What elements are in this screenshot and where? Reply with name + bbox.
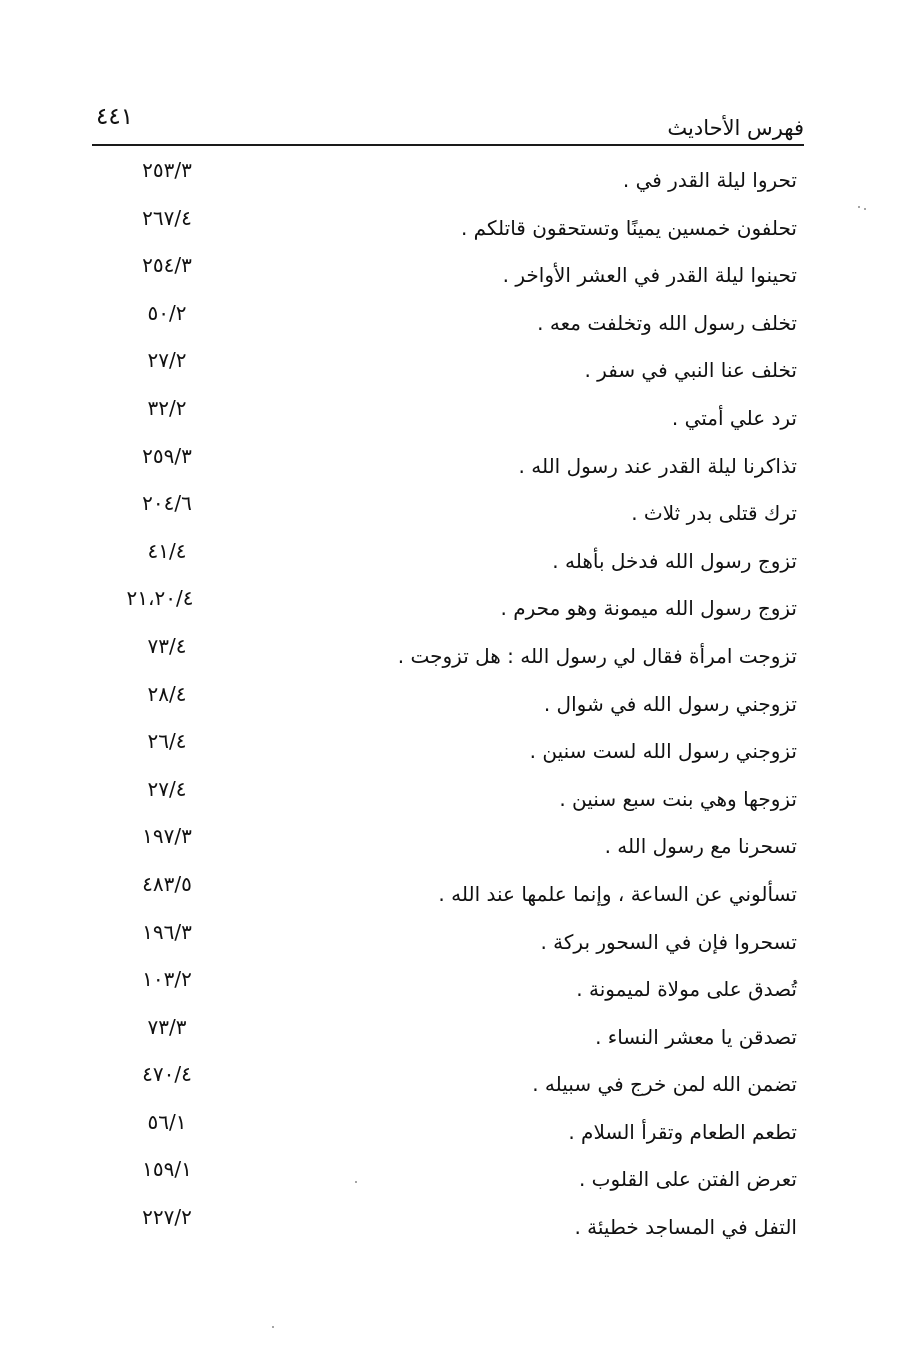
list-item xyxy=(0,535,897,583)
volume-page-ref: ٢٧/٤ xyxy=(147,776,187,801)
scan-speck xyxy=(858,206,860,208)
list-item xyxy=(0,249,897,297)
hadith-text: تزوجني رسول الله لست سنين . xyxy=(529,739,797,764)
list-item xyxy=(0,297,897,345)
list-item xyxy=(0,202,897,250)
volume-page-ref: ١٩٧/٣ xyxy=(142,824,192,849)
volume-page-ref: ٣٢/٢ xyxy=(147,395,187,420)
volume-page-ref: ٧٣/٣ xyxy=(147,1014,187,1039)
hadith-text: تحينوا ليلة القدر في العشر الأواخر . xyxy=(502,263,797,288)
volume-page-ref: ٧٣/٤ xyxy=(147,633,187,658)
list-item xyxy=(0,963,897,1011)
hadith-text: ترك قتلى بدر ثلاث . xyxy=(631,501,797,526)
volume-page-ref: ٢١،٢٠/٤ xyxy=(126,586,194,611)
list-item xyxy=(0,1201,897,1249)
hadith-text: تزوجني رسول الله في شوال . xyxy=(543,691,797,716)
volume-page-ref: ١٥٩/١ xyxy=(142,1157,192,1182)
hadith-text: تُصدق على مولاة لميمونة . xyxy=(576,977,797,1002)
list-item xyxy=(0,916,897,964)
volume-page-ref: ١٩٦/٣ xyxy=(142,919,192,944)
list-item xyxy=(0,1058,897,1106)
list-item xyxy=(0,582,897,630)
list-item xyxy=(0,773,897,821)
hadith-text: تسألوني عن الساعة ، وإنما علمها عند الله . xyxy=(438,881,797,906)
volume-page-ref: ٤١/٤ xyxy=(147,538,187,563)
volume-page-ref: ٢٦٧/٤ xyxy=(142,205,192,230)
scan-speck xyxy=(864,208,866,210)
list-item xyxy=(0,344,897,392)
list-item xyxy=(0,725,897,773)
hadith-text: تذاكرنا ليلة القدر عند رسول الله . xyxy=(518,453,797,478)
hadith-text: تحلفون خمسين يمينًا وتستحقون قاتلكم . xyxy=(460,215,797,240)
scan-speck xyxy=(272,1326,274,1328)
list-item xyxy=(0,820,897,868)
volume-page-ref: ٢٠٤/٦ xyxy=(142,491,192,516)
hadith-text: تزوج رسول الله فدخل بأهله . xyxy=(552,548,797,573)
list-item xyxy=(0,154,897,202)
hadith-text: تطعم الطعام وتقرأ السلام . xyxy=(568,1119,797,1144)
header-divider xyxy=(92,144,804,146)
hadith-text: تزوجها وهي بنت سبع سنين . xyxy=(559,786,797,811)
hadith-text: تصدقن يا معشر النساء . xyxy=(595,1024,797,1049)
volume-page-ref: ٢٨/٤ xyxy=(147,681,187,706)
hadith-text: تسحروا فإن في السحور بركة . xyxy=(540,929,797,954)
volume-page-ref: ٢٢٧/٢ xyxy=(142,1205,192,1230)
volume-page-ref: ٢٥٤/٣ xyxy=(142,253,192,278)
list-item xyxy=(0,630,897,678)
list-item xyxy=(0,392,897,440)
page-header xyxy=(92,104,804,144)
volume-page-ref: ٢٧/٢ xyxy=(147,348,187,373)
hadith-text: تزوجت امرأة فقال لي رسول الله : هل تزوجت . xyxy=(397,643,797,668)
volume-page-ref: ٥٠/٢ xyxy=(147,300,187,325)
hadith-text: تخلف رسول الله وتخلفت معه . xyxy=(537,310,797,335)
volume-page-ref: ٢٦/٤ xyxy=(147,729,187,754)
hadith-text: تعرض الفتن على القلوب . xyxy=(578,1167,797,1192)
volume-page-ref: ٥٦/١ xyxy=(147,1109,187,1134)
list-item xyxy=(0,1106,897,1154)
hadith-text: ترد علي أمتي . xyxy=(671,405,797,430)
list-item xyxy=(0,1153,897,1201)
page-number: ٤٤١ xyxy=(96,104,134,130)
hadith-text: تسحرنا مع رسول الله . xyxy=(604,834,797,859)
volume-page-ref: ٢٥٣/٣ xyxy=(142,158,192,182)
scan-speck xyxy=(355,1181,357,1183)
hadith-text: تحروا ليلة القدر في . xyxy=(622,168,797,192)
list-item xyxy=(0,868,897,916)
page-title: فهرس الأحاديث xyxy=(667,116,804,140)
hadith-text: تضمن الله لمن خرج في سبيله . xyxy=(532,1072,797,1097)
list-item xyxy=(0,440,897,488)
list-item xyxy=(0,1011,897,1059)
volume-page-ref: ٤٧٠/٤ xyxy=(142,1062,192,1087)
hadith-text: التفل في المساجد خطيئة . xyxy=(574,1215,797,1240)
volume-page-ref: ٤٨٣/٥ xyxy=(142,871,192,896)
list-item xyxy=(0,487,897,535)
hadith-index-list xyxy=(0,154,897,1249)
hadith-text: تزوج رسول الله ميمونة وهو محرم . xyxy=(500,596,797,621)
volume-page-ref: ١٠٣/٢ xyxy=(142,967,192,992)
hadith-text: تخلف عنا النبي في سفر . xyxy=(584,358,797,383)
list-item xyxy=(0,678,897,726)
volume-page-ref: ٢٥٩/٣ xyxy=(142,443,192,468)
